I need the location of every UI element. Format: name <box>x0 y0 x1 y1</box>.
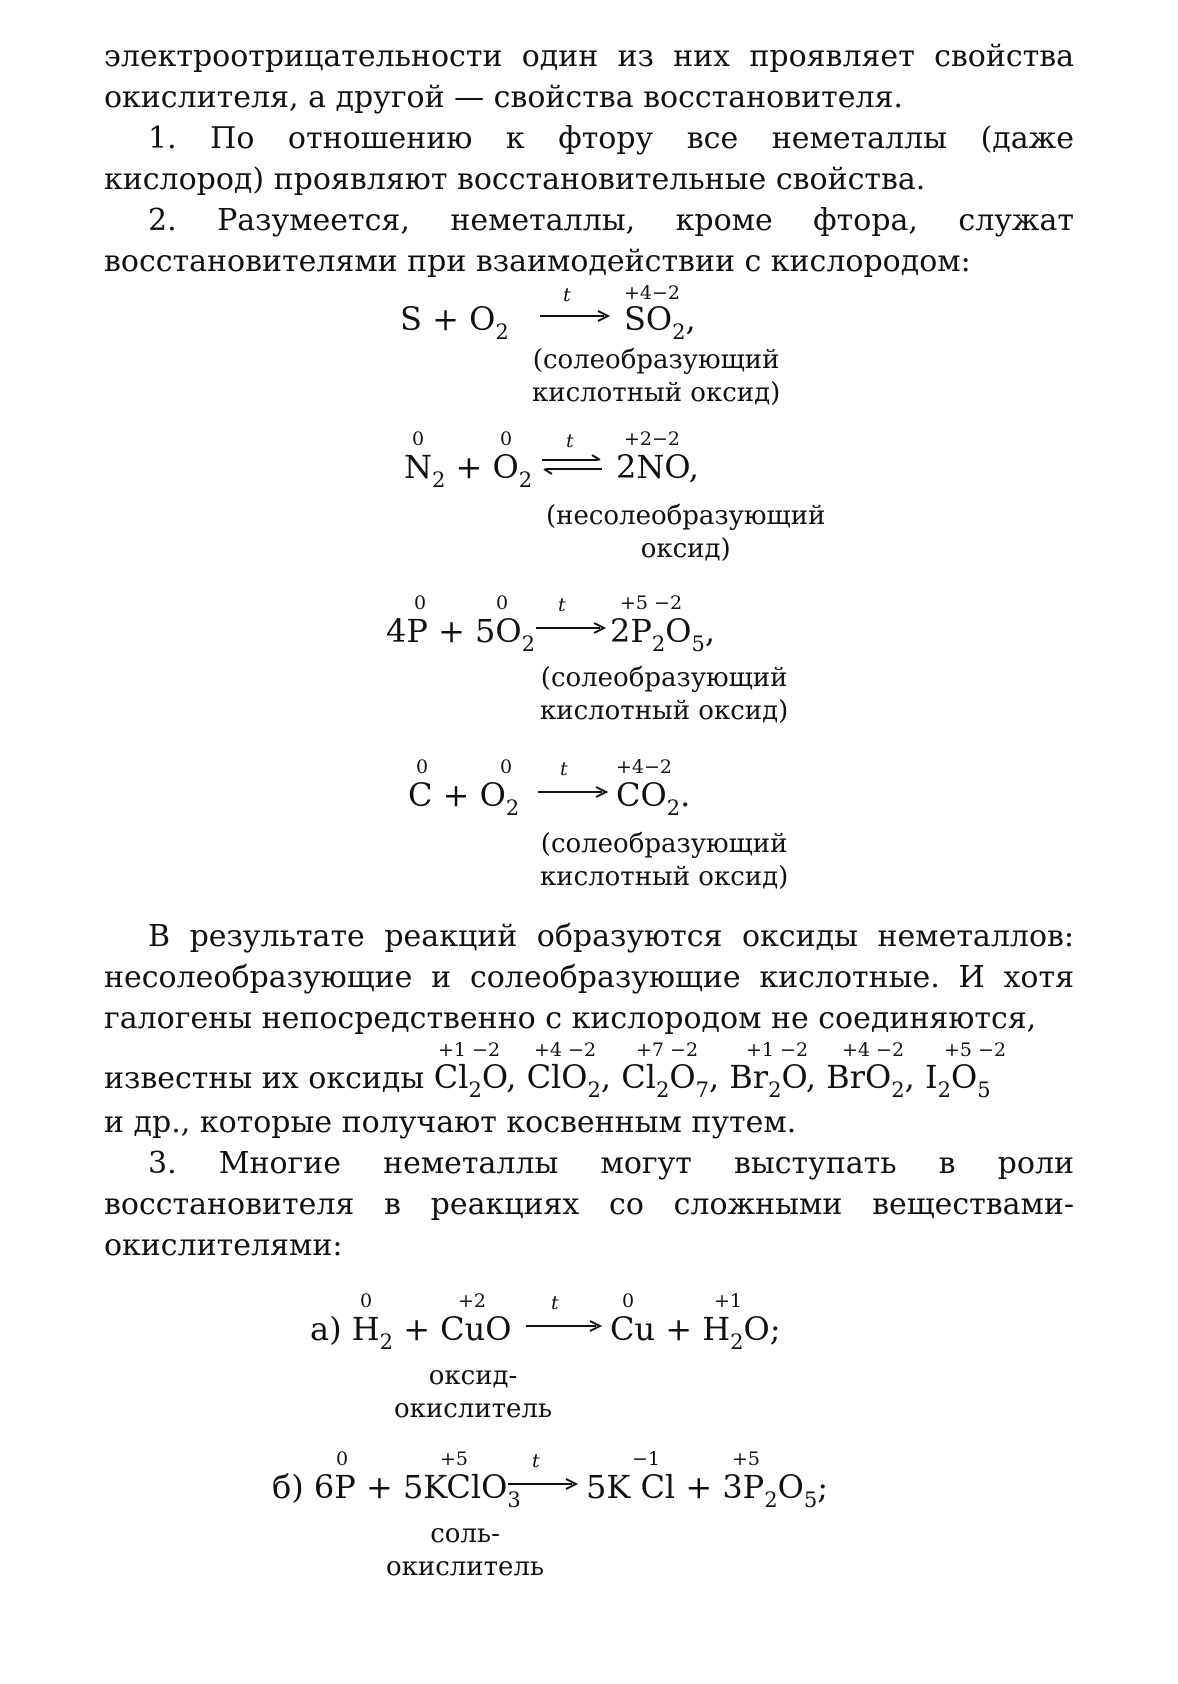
note-r2: (несолеобразующий оксид) <box>546 501 826 564</box>
ox-state-o: 0 <box>496 592 509 614</box>
ox-state-o: 0 <box>500 756 513 778</box>
note-r1: (солеобразующий кислотный оксид) <box>532 345 781 408</box>
condition-t: t <box>532 1450 540 1472</box>
arrow-icon <box>534 620 608 636</box>
condition-t: t <box>560 758 568 780</box>
ox-state-p: 0 <box>414 592 427 614</box>
ox-state-h: 0 <box>360 1290 373 1312</box>
reaction-s-o2 <box>104 282 1074 422</box>
textbook-page <box>104 36 1074 1598</box>
reactants: $C + O_2$ <box>408 776 520 820</box>
note-oxidizer-b: соль- окислитель <box>386 1519 545 1582</box>
paragraph-point-3: 3. Многие неметаллы могут выступать в роли восстановителя в реакциях со сложными веществами-окислителями: <box>104 1146 1074 1263</box>
paragraph-oxides: В результате реакций образуются оксиды неметаллов: несолеобразующие и солеобразующие кислотные. И хотя галогены непосредственно с кислородом не соединяются, <box>104 919 1074 1036</box>
paragraph-point-1: 1. По отношению к фтору все неметаллы (даже кислород) проявляют восстановительные свойства. <box>104 121 1074 197</box>
product-co2: $CO_2$. <box>616 776 691 820</box>
note-r3: (солеобразующий кислотный оксид) <box>540 663 789 726</box>
ox-state-n: 0 <box>412 428 425 450</box>
ox-state-h-out: +1 <box>714 1290 743 1312</box>
arrow-icon <box>536 784 610 800</box>
reaction-p-o2 <box>104 592 1074 752</box>
condition-t: t <box>551 1292 559 1314</box>
oxide-formulas: $Cl_2O$, ClO$_2$, $Cl_2O_7$, $Br_2O$, BrO$_2$, $I_2O_5$ <box>433 1058 991 1102</box>
ox-state-br2o: +1 −2 <box>746 1039 809 1061</box>
ox-state-no: +2−2 <box>624 428 681 450</box>
condition-t: t <box>558 594 566 616</box>
paragraph-continuation: электроотрицательности один из них проявляет свойства окислителя, а другой — свойства восстановителя. <box>104 39 1074 115</box>
reactants-b: б) 6P + 5KClO$_3$ <box>272 1468 521 1512</box>
product-so2: $SO_2$, <box>624 300 696 344</box>
reaction-b-p-kclo3 <box>104 1448 1074 1598</box>
oxides-ox-states <box>104 1039 1074 1061</box>
ox-state-p2o5: +5 −2 <box>620 592 683 614</box>
ox-state-i2o5: +5 −2 <box>944 1039 1007 1061</box>
reaction-n2-o2 <box>104 422 1074 592</box>
reactants: $4P + 5O_2$ <box>386 612 536 656</box>
ox-state-cl-in: +5 <box>440 1448 469 1470</box>
products-a: $Cu + H_2O$; <box>610 1310 781 1354</box>
reactants: $N_2 + O_2$ <box>404 448 533 492</box>
ox-state-co2: +4−2 <box>616 756 673 778</box>
equilibrium-arrow-icon <box>540 454 604 476</box>
ox-state-p: 0 <box>336 1448 349 1470</box>
ox-state-cl2o7: +7 −2 <box>636 1039 699 1061</box>
ox-state-cu-in: +2 <box>458 1290 487 1312</box>
ox-state-c: 0 <box>416 756 429 778</box>
ox-state-cl-out: −1 <box>632 1448 661 1470</box>
oxides-line: известны их оксиды $Cl_2O$, ClO$_2$, $Cl_2O_7$, $Br_2O$, BrO$_2$, $I_2O_5$ <box>104 1058 991 1102</box>
ox-state-p-out: +5 <box>732 1448 761 1470</box>
paragraph-indirect: и др., которые получают косвенным путем. <box>104 1105 797 1140</box>
reactants-a: а) $H_2$ + CuO <box>310 1310 512 1354</box>
reaction-a-h2-cuo <box>104 1290 1074 1448</box>
condition-t: t <box>566 430 574 452</box>
arrow-icon <box>524 1318 604 1334</box>
ox-state-bro2: +4 −2 <box>842 1039 905 1061</box>
reactants: $S + O_2$ <box>400 300 509 344</box>
reaction-c-o2 <box>104 752 1074 912</box>
ox-state-so2: +4−2 <box>624 282 681 304</box>
paragraph-point-2: 2. Разумеется, неметаллы, кроме фтора, служат восстановителями при взаимодействии с кислородом: <box>104 203 1074 279</box>
ox-state-clo2: +4 −2 <box>534 1039 597 1061</box>
product-p2o5: $2P_2O_5$, <box>610 612 716 656</box>
ox-state-o: 0 <box>500 428 513 450</box>
note-r4: (солеобразующий кислотный оксид) <box>540 829 789 892</box>
arrow-icon <box>538 308 612 324</box>
products-b: 5K $Cl + 3P_2O_5$; <box>586 1468 828 1512</box>
note-oxidizer-a: оксид- окислитель <box>394 1361 553 1424</box>
condition-t: t <box>563 284 571 306</box>
ox-state-cu-out: 0 <box>622 1290 635 1312</box>
arrow-icon <box>506 1476 580 1492</box>
ox-state-cl2o: +1 −2 <box>438 1039 501 1061</box>
product-no: 2NO, <box>616 448 699 486</box>
